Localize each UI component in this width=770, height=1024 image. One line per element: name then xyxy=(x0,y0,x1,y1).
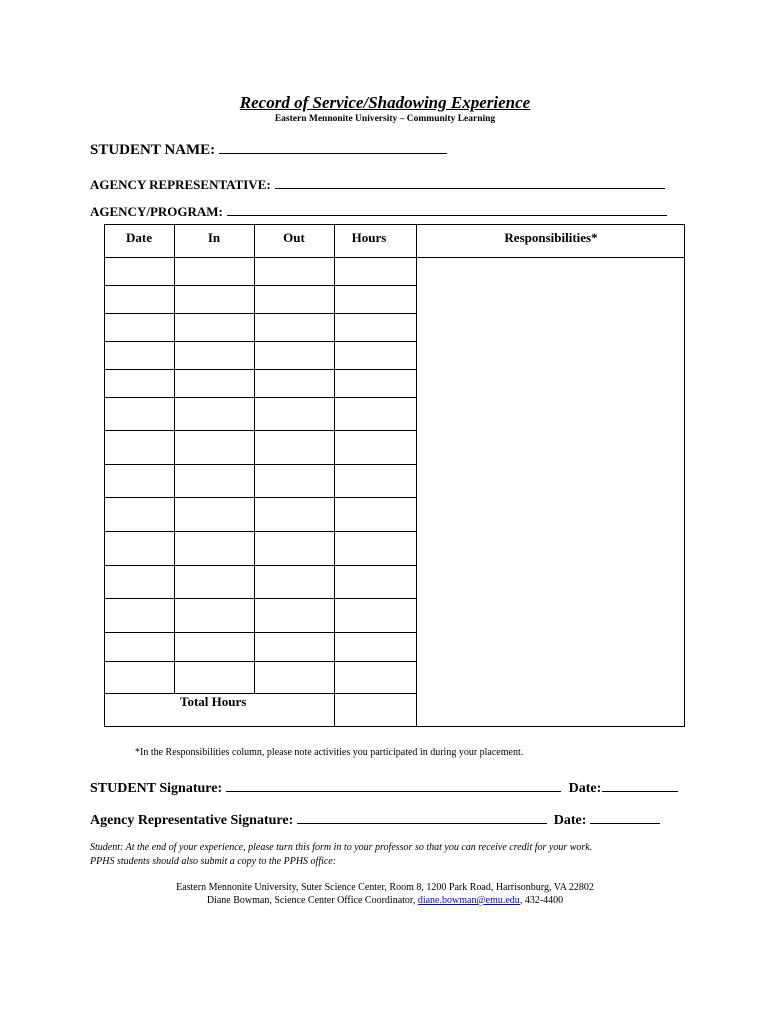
out-cell[interactable] xyxy=(256,663,333,692)
responsibilities-note: *In the Responsibilities column, please note activities you participated in during your placement. xyxy=(135,747,524,758)
student-signature-field[interactable] xyxy=(90,779,678,797)
student-date-line[interactable] xyxy=(602,779,678,792)
date-cell[interactable] xyxy=(106,634,173,660)
footer-contact xyxy=(0,881,770,907)
agency-representative-label: AGENCY REPRESENTATIVE: xyxy=(90,177,271,192)
agency-signature-line[interactable] xyxy=(297,811,547,824)
date-cell[interactable] xyxy=(106,399,173,429)
student-date-label: Date: xyxy=(568,781,602,796)
in-cell[interactable] xyxy=(176,663,253,692)
hours-cell[interactable] xyxy=(336,533,415,564)
form-subtitle: Eastern Mennonite University – Community Learning xyxy=(274,114,496,124)
column-header-out: Out xyxy=(283,230,305,245)
date-cell[interactable] xyxy=(106,567,173,597)
total-hours-cell[interactable] xyxy=(336,695,414,724)
date-cell[interactable] xyxy=(106,371,173,396)
student-name-line[interactable] xyxy=(219,141,447,154)
hours-cell[interactable] xyxy=(336,315,415,340)
date-cell[interactable] xyxy=(106,533,173,564)
agency-program-field[interactable] xyxy=(90,203,667,220)
hours-cell[interactable] xyxy=(336,499,415,530)
student-name-field[interactable] xyxy=(90,141,447,159)
out-cell[interactable] xyxy=(256,399,333,429)
out-cell[interactable] xyxy=(256,634,333,660)
footer-contact-line xyxy=(0,894,770,907)
out-cell[interactable] xyxy=(256,315,333,340)
hours-cell[interactable] xyxy=(336,259,415,284)
agency-date-label: Date: xyxy=(553,813,587,828)
in-cell[interactable] xyxy=(176,567,253,597)
footer-phone: , 432-4400 xyxy=(519,895,564,906)
in-cell[interactable] xyxy=(176,315,253,340)
out-cell[interactable] xyxy=(256,499,333,530)
responsibilities-cell[interactable] xyxy=(418,259,682,724)
in-cell[interactable] xyxy=(176,399,253,429)
footer-address: Eastern Mennonite University, Suter Science Center, Room 8, 1200 Park Road, Harrisonburg, VA 22802 xyxy=(176,882,594,893)
instructions-line-1: Student: At the end of your experience, please turn this form in to your professor so that you can receive credit for your work. xyxy=(90,842,593,853)
agency-signature-label: Agency Representative Signature: xyxy=(90,813,294,828)
form-title: Record of Service/Shadowing Experience xyxy=(239,93,531,112)
agency-program-line[interactable] xyxy=(227,203,667,216)
out-cell[interactable] xyxy=(256,371,333,396)
date-cell[interactable] xyxy=(106,259,173,284)
date-cell[interactable] xyxy=(106,600,173,631)
agency-representative-field[interactable] xyxy=(90,176,665,193)
hours-cell[interactable] xyxy=(336,567,415,597)
footer-email-link[interactable]: diane.bowman@emu.edu xyxy=(417,895,520,906)
student-signature-label: STUDENT Signature: xyxy=(90,781,223,796)
out-cell[interactable] xyxy=(256,600,333,631)
column-header-date: Date xyxy=(126,230,152,245)
in-cell[interactable] xyxy=(176,287,253,312)
student-name-label: STUDENT NAME: xyxy=(90,142,216,158)
date-cell[interactable] xyxy=(106,432,173,463)
in-cell[interactable] xyxy=(176,343,253,368)
in-cell[interactable] xyxy=(176,533,253,564)
instructions-line-2: PPHS students should also submit a copy to the PPHS office: xyxy=(90,856,337,867)
out-cell[interactable] xyxy=(256,287,333,312)
date-cell[interactable] xyxy=(106,287,173,312)
date-cell[interactable] xyxy=(106,499,173,530)
out-cell[interactable] xyxy=(256,533,333,564)
out-cell[interactable] xyxy=(256,432,333,463)
hours-cell[interactable] xyxy=(336,600,415,631)
hours-cell[interactable] xyxy=(336,432,415,463)
service-log-table xyxy=(104,224,685,726)
hours-cell[interactable] xyxy=(336,399,415,429)
submission-instructions xyxy=(90,841,690,869)
column-header-hours: Hours xyxy=(351,230,387,245)
in-cell[interactable] xyxy=(176,466,253,496)
out-cell[interactable] xyxy=(256,343,333,368)
table-top-border xyxy=(104,224,685,225)
column-header-responsibilities: Responsibilities* xyxy=(504,230,598,245)
hours-cell[interactable] xyxy=(336,663,415,692)
agency-date-line[interactable] xyxy=(590,811,660,824)
date-cell[interactable] xyxy=(106,466,173,496)
date-cell[interactable] xyxy=(106,663,173,692)
in-cell[interactable] xyxy=(176,634,253,660)
column-header-in: In xyxy=(207,230,221,245)
out-cell[interactable] xyxy=(256,466,333,496)
student-signature-line[interactable] xyxy=(226,779,561,792)
date-cell[interactable] xyxy=(106,343,173,368)
table-right-border xyxy=(684,224,685,727)
table-bottom-border xyxy=(104,726,685,727)
agency-signature-field[interactable] xyxy=(90,811,660,829)
in-cell[interactable] xyxy=(176,600,253,631)
in-cell[interactable] xyxy=(176,371,253,396)
footer-contact-prefix: Diane Bowman, Science Center Office Coordinator, xyxy=(206,895,416,906)
hours-cell[interactable] xyxy=(336,466,415,496)
in-cell[interactable] xyxy=(176,499,253,530)
out-cell[interactable] xyxy=(256,259,333,284)
out-cell[interactable] xyxy=(256,567,333,597)
hours-cell[interactable] xyxy=(336,634,415,660)
in-cell[interactable] xyxy=(176,432,253,463)
hours-cell[interactable] xyxy=(336,343,415,368)
in-cell[interactable] xyxy=(176,259,253,284)
hours-cell[interactable] xyxy=(336,371,415,396)
date-cell[interactable] xyxy=(106,315,173,340)
total-hours-label: Total Hours xyxy=(180,694,247,709)
hours-cell[interactable] xyxy=(336,287,415,312)
agency-representative-line[interactable] xyxy=(275,176,665,189)
agency-program-label: AGENCY/PROGRAM: xyxy=(90,204,223,219)
